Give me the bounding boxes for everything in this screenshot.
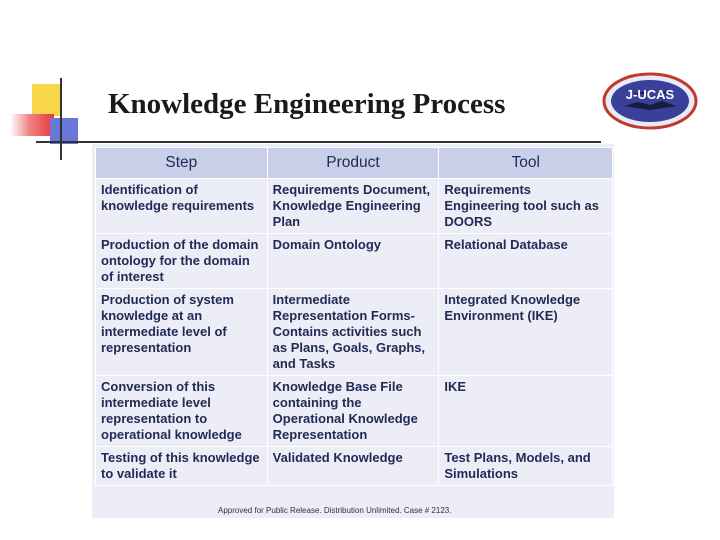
cell-product: Domain Ontology [267,234,439,289]
cell-tool: Relational Database [439,234,613,289]
cell-product: Knowledge Base File containing the Operational Knowledge Representation [267,376,439,447]
table-row [96,447,613,486]
cell-product: Validated Knowledge [267,447,439,486]
title-underline [36,141,601,143]
cell-tool: IKE [439,376,613,447]
cell-step: Testing of this knowledge to validate it [96,447,268,486]
j-ucas-seal-icon [602,72,698,130]
slide-title: Knowledge Engineering Process [108,88,506,120]
cell-tool: Test Plans, Models, and Simulations [439,447,613,486]
table-row [96,289,613,376]
table-header-row [96,148,613,179]
decor-vertical-line [60,78,62,160]
header-tool: Tool [439,148,613,179]
header-step: Step [96,148,268,179]
process-table [95,147,613,486]
table-row [96,376,613,447]
cell-step: Identification of knowledge requirements [96,179,268,234]
process-table-panel [92,144,614,518]
logo-text: J-UCAS [625,87,675,102]
release-footnote: Approved for Public Release. Distribution Unlimited. Case # 2123. [218,506,452,515]
cell-tool: Integrated Knowledge Environment (IKE) [439,289,613,376]
cell-step: Production of system knowledge at an intermediate level of representation [96,289,268,376]
header-product: Product [267,148,439,179]
cell-product: Intermediate Representation Forms- Contains activities such as Plans, Goals, Graphs, and Tasks [267,289,439,376]
cell-tool: Requirements Engineering tool such as DOORS [439,179,613,234]
table-row [96,234,613,289]
cell-product: Requirements Document, Knowledge Engineering Plan [267,179,439,234]
decor-yellow-square [32,84,62,116]
cell-step: Conversion of this intermediate level representation to operational knowledge [96,376,268,447]
decor-red-bar [10,114,54,136]
cell-step: Production of the domain ontology for the domain of interest [96,234,268,289]
table-row [96,179,613,234]
